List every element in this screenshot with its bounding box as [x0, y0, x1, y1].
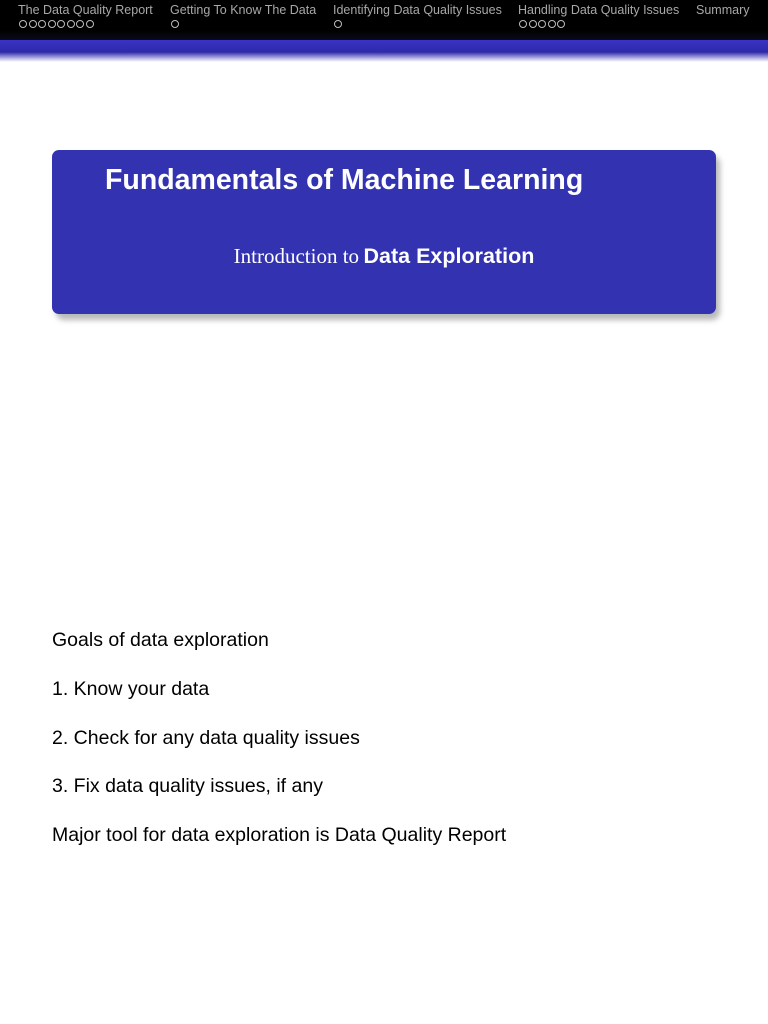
- nav-slide-dot[interactable]: [519, 20, 527, 28]
- section-navigation-bar: [0, 0, 768, 40]
- nav-slide-dot[interactable]: [76, 20, 84, 28]
- nav-section-label: Handling Data Quality Issues: [518, 3, 680, 17]
- nav-slide-dot[interactable]: [38, 20, 46, 28]
- goal-item-3: 3. Fix data quality issues, if any: [52, 775, 323, 797]
- goal-item-2: 2. Check for any data quality issues: [52, 727, 360, 749]
- nav-section-label: Identifying Data Quality Issues: [333, 3, 502, 17]
- title-block: [52, 150, 716, 314]
- nav-slide-dots: [334, 20, 502, 28]
- nav-slide-dot[interactable]: [19, 20, 27, 28]
- nav-slide-dot[interactable]: [171, 20, 179, 28]
- nav-slide-dot[interactable]: [67, 20, 75, 28]
- nav-slide-dot[interactable]: [529, 20, 537, 28]
- major-tool-statement: Major tool for data exploration is Data Quality Report: [52, 824, 507, 846]
- subtitle-topic: Data Exploration: [363, 244, 535, 268]
- presentation-title: Fundamentals of Machine Learning: [105, 164, 584, 196]
- nav-slide-dot[interactable]: [29, 20, 37, 28]
- nav-slide-dot[interactable]: [334, 20, 342, 28]
- header-gradient-band: [0, 40, 768, 62]
- nav-slide-dot[interactable]: [48, 20, 56, 28]
- nav-section-label: The Data Quality Report: [18, 3, 153, 17]
- nav-section-label: Summary: [696, 3, 750, 17]
- goal-item-1: 1. Know your data: [52, 678, 210, 700]
- nav-slide-dots: [19, 20, 153, 28]
- presentation-subtitle: [52, 244, 716, 269]
- nav-section-getting-to-know-the-data[interactable]: [170, 3, 316, 28]
- goals-heading: Goals of data exploration: [52, 629, 269, 651]
- nav-slide-dot[interactable]: [557, 20, 565, 28]
- nav-section-data-quality-report[interactable]: [18, 3, 153, 28]
- nav-section-label: Getting To Know The Data: [170, 3, 317, 17]
- nav-section-summary[interactable]: [696, 3, 749, 20]
- nav-slide-dot[interactable]: [548, 20, 556, 28]
- subtitle-prefix: Introduction to: [233, 244, 360, 268]
- nav-slide-dot[interactable]: [538, 20, 546, 28]
- nav-slide-dot[interactable]: [86, 20, 94, 28]
- nav-slide-dots: [519, 20, 679, 28]
- nav-slide-dot[interactable]: [57, 20, 65, 28]
- nav-section-handling-data-quality-issues[interactable]: [518, 3, 679, 28]
- nav-section-identifying-data-quality-issues[interactable]: [333, 3, 502, 28]
- nav-slide-dots: [171, 20, 316, 28]
